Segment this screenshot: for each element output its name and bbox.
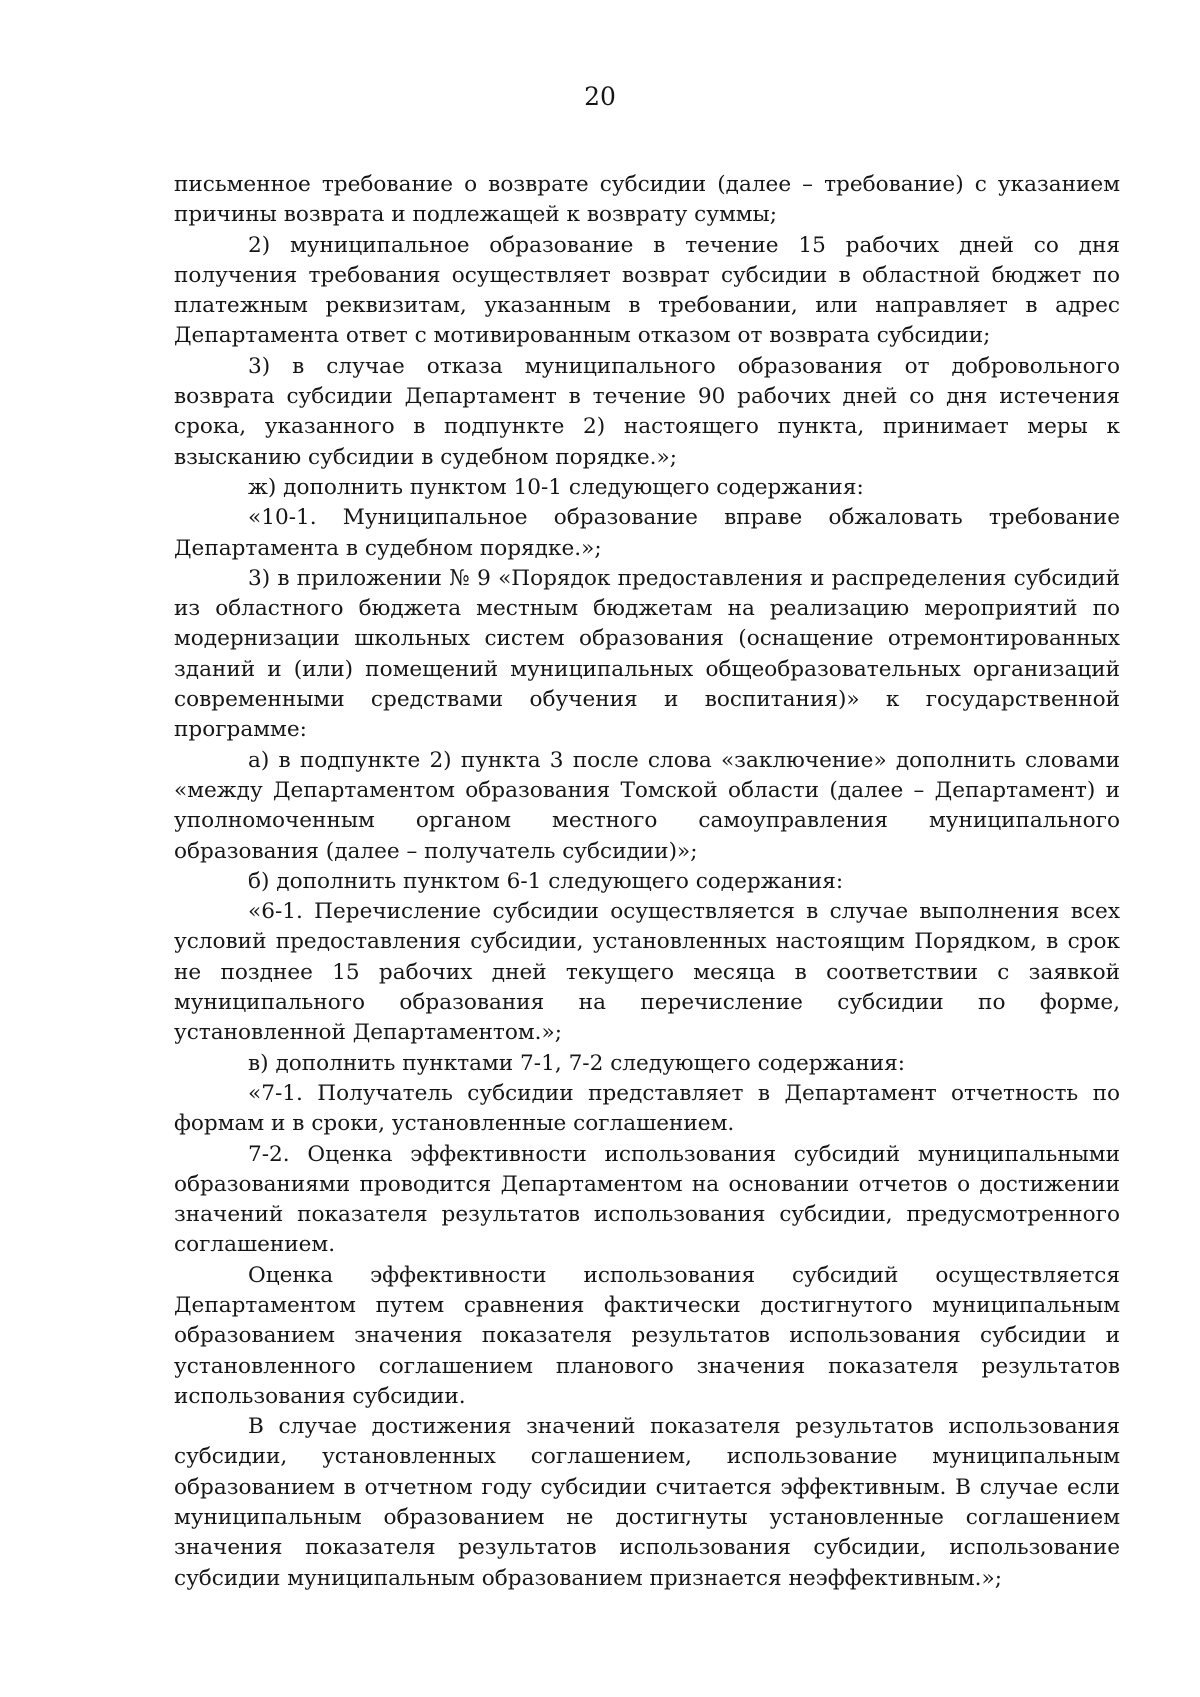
paragraph-clause-7-2: 7-2. Оценка эффективности использования субсидий муниципальными образованиями проводится Департаментом на основании отчетов о достижении значений показателя результатов использования субсидии, предусмотренного соглашением. bbox=[174, 1141, 1120, 1258]
paragraph-item-2: 2) муниципальное образование в течение 15 рабочих дней со дня получения требования осуществляет возврат субсидии в областной бюджет по платежным реквизитам, указанным в требовании, или направляет в адрес Департамента ответ с мотивированным отказом от возврата субсидии; bbox=[174, 232, 1120, 349]
paragraph-evaluation-method: Оценка эффективности использования субсидий осуществляется Департаментом путем сравнения фактически достигнутого муниципальным образованием значения показателя результатов использования субсидии и установленного соглашением планового значения показателя результатов использования субсидии. bbox=[174, 1262, 1120, 1409]
document-body bbox=[174, 170, 1120, 1594]
paragraph-item-v: в) дополнить пунктами 7-1, 7-2 следующего содержания: bbox=[248, 1050, 906, 1076]
paragraph-item-zh: ж) дополнить пунктом 10-1 следующего содержания: bbox=[248, 474, 864, 500]
paragraph-clause-6-1: «6-1. Перечисление субсидии осуществляется в случае выполнения всех условий предоставления субсидии, установленных настоящим Порядком, в срок не позднее 15 рабочих дней текущего месяца в соответствии с заявкой муниципального образования на перечисление субсидии по форме, установленной Департаментом.»; bbox=[174, 899, 1120, 1046]
paragraph-continuation: письменное требование о возврате субсидии (далее – требование) с указанием причины возврата и подлежащей к возврату суммы; bbox=[174, 172, 1120, 228]
paragraph-item-3: 3) в случае отказа муниципального образования от добровольного возврата субсидии Департамент в течение 90 рабочих дней со дня истечения срока, указанного в подпункте 2) настоящего пункта, принимает меры к взысканию субсидии в судебном порядке.»; bbox=[174, 353, 1120, 470]
paragraph-clause-7-1: «7-1. Получатель субсидии представляет в Департамент отчетность по формам и в сроки, установленные соглашением. bbox=[174, 1080, 1120, 1137]
paragraph-item-b: б) дополнить пунктом 6-1 следующего содержания: bbox=[248, 868, 844, 894]
paragraph-evaluation-result: В случае достижения значений показателя результатов использования субсидии, установленных соглашением, использование муниципальным образованием в отчетном году субсидии считается эффективным. В случае если муниципальным образованием не достигнуты установленные соглашением значения показателя результатов использования субсидии, использование субсидии муниципальным образованием признается неэффективным.»; bbox=[174, 1414, 1120, 1591]
paragraph-item-3-appendix-9: 3) в приложении № 9 «Порядок предоставления и распределения субсидий из областного бюджета местным бюджетам на реализацию мероприятий по модернизации школьных систем образования (оснащение отремонтированных зданий и (или) помещений муниципальных общеобразовательных организаций современными средствами обучения и воспитания)» к государственной программе: bbox=[174, 565, 1120, 743]
page-number: 20 bbox=[584, 82, 616, 111]
paragraph-item-a: а) в подпункте 2) пункта 3 после слова «заключение» дополнить словами «между Департаментом образования Томской области (далее – Департамент) и уполномоченным органом местного самоуправления муниципального образования (далее – получатель субсидии)»; bbox=[174, 747, 1120, 864]
paragraph-clause-10-1: «10-1. Муниципальное образование вправе обжаловать требование Департамента в судебном порядке.»; bbox=[174, 505, 1120, 561]
